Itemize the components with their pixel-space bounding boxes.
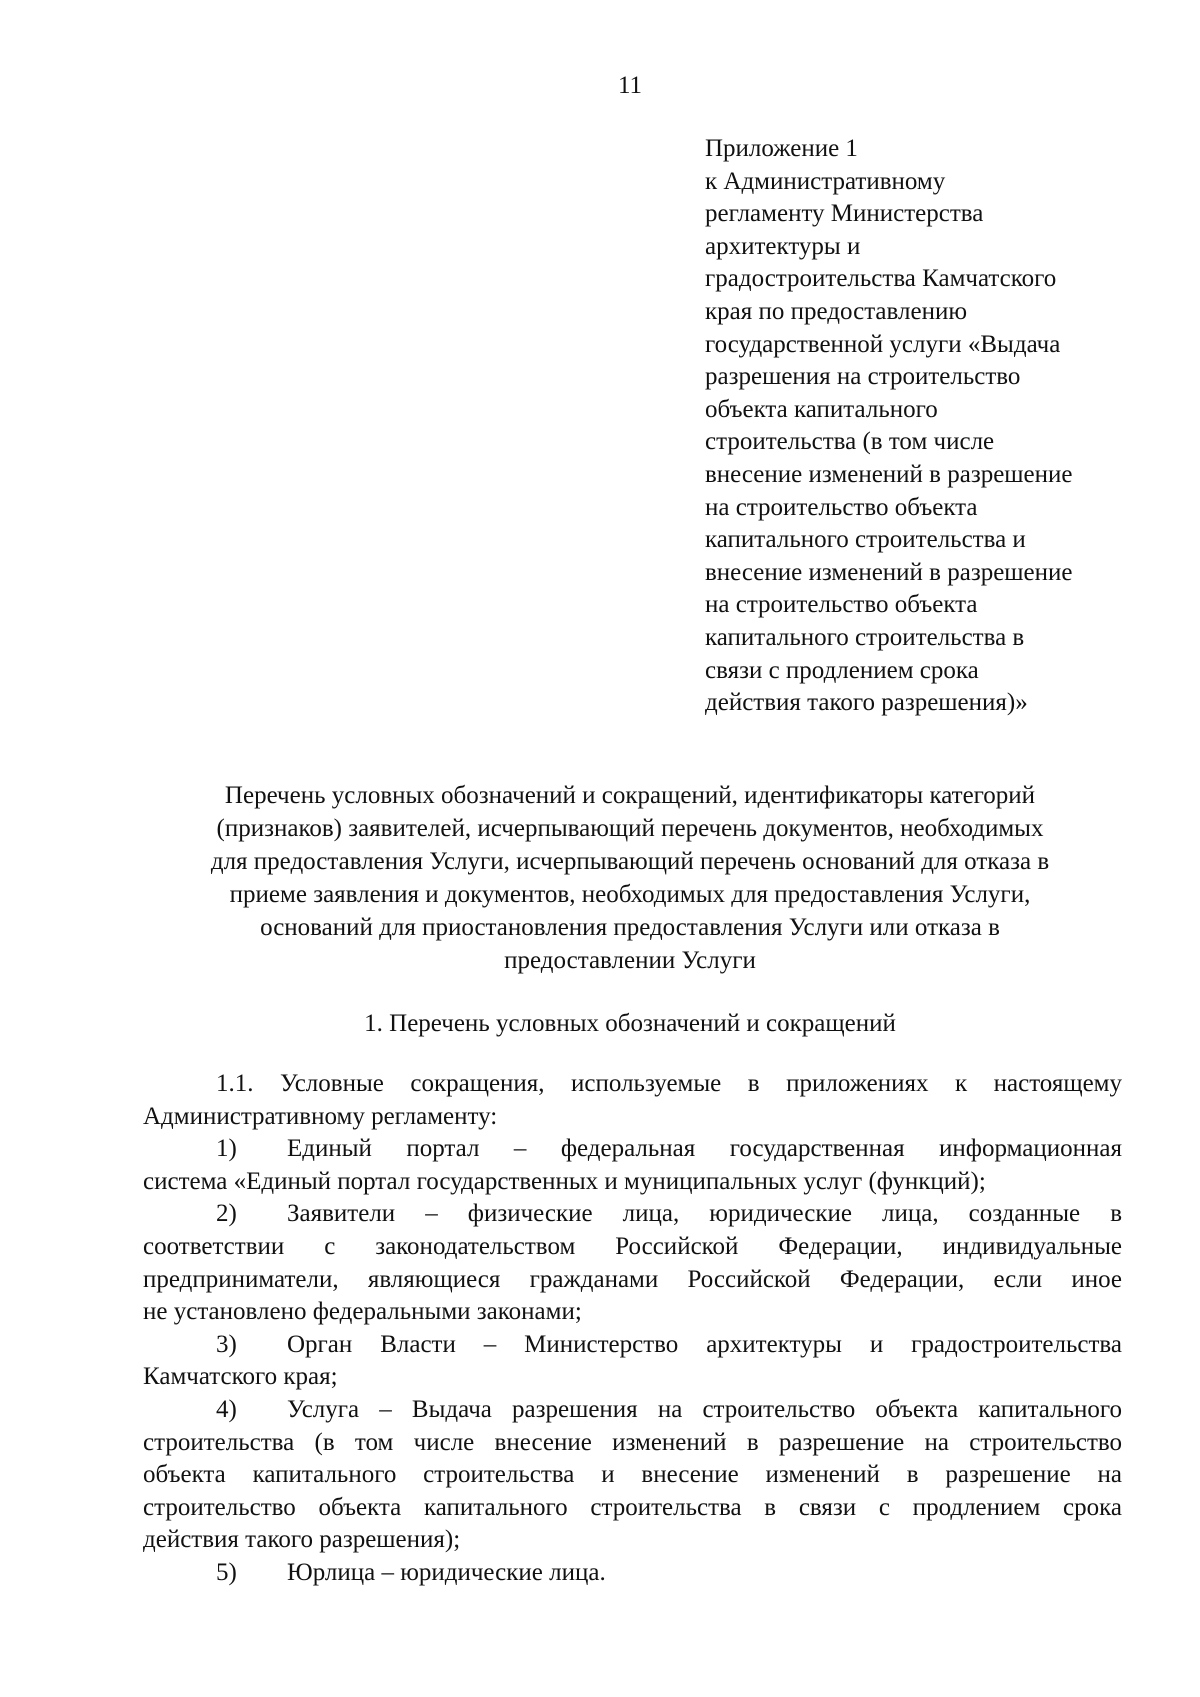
appendix-line: строительства (в том числе bbox=[705, 428, 995, 456]
list-item-first-line bbox=[143, 1329, 1122, 1362]
list-item bbox=[143, 1198, 1122, 1328]
list-item-first-line bbox=[143, 1198, 1122, 1231]
list-item-line: действия такого разрешения); bbox=[143, 1526, 461, 1554]
list-item bbox=[143, 1133, 1122, 1198]
list-item bbox=[143, 1557, 1122, 1590]
list-item-line: не установлено федеральными законами; bbox=[143, 1298, 582, 1326]
page-number: 11 bbox=[617, 72, 643, 99]
list-item bbox=[143, 1329, 1122, 1394]
list-item-number: 5) bbox=[216, 1558, 237, 1586]
appendix-line: на строительство объекта bbox=[705, 591, 978, 619]
appendix-line: края по предоставлению bbox=[705, 297, 968, 325]
list-item-first-line bbox=[143, 1394, 1122, 1427]
list-item bbox=[143, 1394, 1122, 1557]
appendix-line: на строительство объекта bbox=[705, 493, 978, 521]
list-item-line: соответствии с законодательством Российской Федерации, индивидуальные bbox=[143, 1232, 1122, 1260]
list-item-text: Заявители – физические лица, юридические лица, созданные в bbox=[287, 1200, 1122, 1228]
list-item-line: строительства (в том числе внесение изменений в разрешение на строительство bbox=[143, 1428, 1122, 1456]
appendix-line: капитального строительства в bbox=[705, 623, 1025, 651]
list-item-text: Единый портал – федеральная государственная информационная bbox=[287, 1135, 1122, 1163]
appendix-line: Приложение 1 bbox=[705, 135, 858, 162]
list-item-number: 2) bbox=[216, 1200, 237, 1228]
list-item-text: Услуга – Выдача разрешения на строительство объекта капитального bbox=[287, 1395, 1122, 1423]
heading-line: (признаков) заявителей, исчерпывающий перечень документов, необходимых bbox=[216, 815, 1044, 842]
document-heading bbox=[120, 779, 1140, 977]
list-item-line: предприниматели, являющиеся гражданами Российской Федерации, если иное bbox=[143, 1265, 1122, 1293]
list-item-number: 3) bbox=[216, 1330, 237, 1358]
list-item-number: 1) bbox=[216, 1135, 237, 1163]
appendix-line: к Административному bbox=[705, 167, 946, 195]
appendix-line: государственной услуги «Выдача bbox=[705, 330, 1061, 358]
list-item-text: Юрлица – юридические лица. bbox=[287, 1558, 606, 1586]
heading-line: оснований для приостановления предоставления Услуги или отказа в bbox=[260, 914, 1000, 941]
appendix-line: внесение изменений в разрешение bbox=[705, 460, 1073, 488]
intro-line: Административному регламенту: bbox=[143, 1102, 498, 1130]
list-item-line: строительство объекта капитального строительства в связи с продлением срока bbox=[143, 1493, 1122, 1521]
appendix-line: разрешения на строительство bbox=[705, 363, 1021, 391]
appendix-line: связи с продлением срока bbox=[705, 656, 979, 684]
heading-line: предоставлении Услуги bbox=[504, 947, 756, 974]
list-item-text: Орган Власти – Министерство архитектуры и градостроительства bbox=[287, 1330, 1122, 1358]
list-item-first-line bbox=[143, 1557, 1122, 1590]
appendix-line: капитального строительства и bbox=[705, 526, 1026, 554]
appendix-block bbox=[705, 133, 1175, 720]
appendix-line: действия такого разрешения)» bbox=[705, 689, 1028, 717]
appendix-line: градостроительства Камчатского bbox=[705, 265, 1057, 293]
appendix-line: регламенту Министерства bbox=[705, 200, 984, 228]
heading-line: Перечень условных обозначений и сокращений, идентификаторы категорий bbox=[224, 782, 1036, 809]
heading-line: для предоставления Услуги, исчерпывающий перечень оснований для отказа в bbox=[210, 848, 1050, 875]
appendix-line: архитектуры и bbox=[705, 232, 861, 260]
list-item-first-line bbox=[143, 1133, 1122, 1166]
heading-line: приеме заявления и документов, необходимых для предоставления Услуги, bbox=[229, 881, 1031, 908]
document-body bbox=[143, 1068, 1122, 1590]
list-item-number: 4) bbox=[216, 1395, 237, 1423]
appendix-line: внесение изменений в разрешение bbox=[705, 558, 1073, 586]
intro-line: 1.1. Условные сокращения, используемые в приложениях к настоящему bbox=[216, 1070, 1122, 1097]
intro-paragraph bbox=[143, 1068, 1122, 1133]
section-title: 1. Перечень условных обозначений и сокращений bbox=[364, 1010, 896, 1037]
appendix-line: объекта капитального bbox=[705, 395, 938, 423]
list-item-line: Камчатского края; bbox=[143, 1363, 338, 1391]
list-item-line: система «Единый портал государственных и муниципальных услуг (функций); bbox=[143, 1167, 986, 1195]
list-item-line: объекта капитального строительства и внесение изменений в разрешение на bbox=[143, 1461, 1122, 1489]
